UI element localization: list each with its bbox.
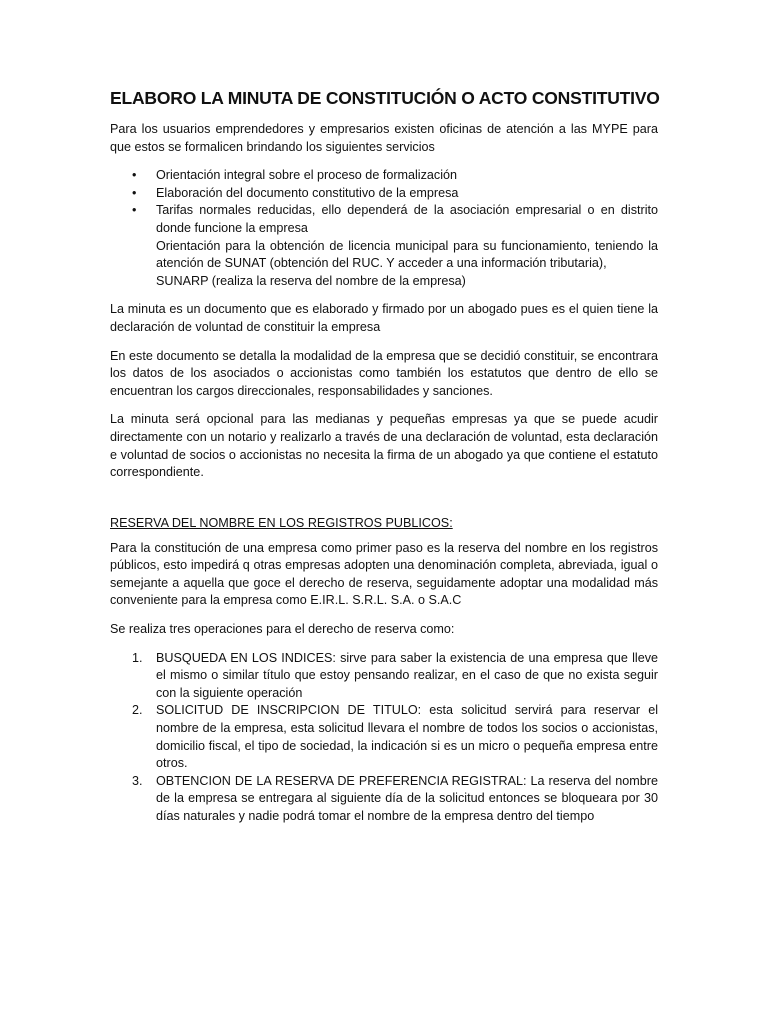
list-item-text: BUSQUEDA EN LOS INDICES: sirve para saber la existencia de una empresa que lleve el mismo o similar título que estoy pensando realizar, en el caso de que no exista seguir con la siguiente operación <box>156 650 658 700</box>
body-paragraph: La minuta será opcional para las medianas y pequeñas empresas ya que se puede acudir directamente con un notario y realizarlo a través de una declaración de voluntad, esta declaración e voluntad de socios o accionistas no necesita la firma de un abogado ya que contiene el estatuto correspondiente. <box>110 412 658 480</box>
steps-list <box>110 650 658 826</box>
section-heading: RESERVA DEL NOMBRE EN LOS REGISTROS PUBLICOS: <box>110 515 453 530</box>
list-number: 3. <box>132 773 143 788</box>
list-item-text: Tarifas normales reducidas, ello dependerá de la asociación empresarial o en distrito donde funcione la empresa <box>156 203 658 235</box>
body-paragraph: La minuta es un documento que es elaborado y firmado por un abogado pues es el quien tiene la declaración de voluntad de constituir la empresa <box>110 302 658 334</box>
body-paragraph: Se realiza tres operaciones para el derecho de reserva como: <box>110 622 455 637</box>
intro-paragraph: Para los usuarios emprendedores y empresarios existen oficinas de atención a las MYPE para que estos se formalicen brindando los siguientes servicios <box>110 122 658 154</box>
bullet-icon: • <box>132 168 137 183</box>
bullet-icon: • <box>132 185 137 200</box>
list-item <box>132 702 658 772</box>
list-item-subtext: SUNARP (realiza la reserva del nombre de la empresa) <box>156 273 466 288</box>
list-number: 1. <box>132 650 143 665</box>
list-item-text: Orientación integral sobre el proceso de formalización <box>156 168 458 183</box>
list-item-subtext: Orientación para la obtención de licencia municipal para su funcionamiento, teniendo la atención de SUNAT (obtención del RUC. Y acceder a una información tributaria), <box>156 238 658 271</box>
list-number: 2. <box>132 703 143 718</box>
list-item-text: OBTENCION DE LA RESERVA DE PREFERENCIA REGISTRAL: La reserva del nombre de la empresa se entregara al siguiente día de la solicitud entonces se bloqueara por 30 días naturales y nadie podrá tomar el nombre de la empresa dentro del tiempo <box>156 773 658 823</box>
list-item <box>132 167 658 185</box>
body-paragraph: En este documento se detalla la modalidad de la empresa que se decidió constituir, se encontrara los datos de los asociados o accionistas como también los estatutos que dentro de ello se encuentran los cargos direccionales, responsabilidades y sanciones. <box>110 348 658 398</box>
services-list <box>110 167 658 290</box>
list-item <box>132 650 658 703</box>
bullet-icon: • <box>132 203 137 218</box>
list-item <box>132 202 658 290</box>
body-paragraph: Para la constitución de una empresa como primer paso es la reserva del nombre en los registros públicos, esto impedirá q otras empresas adopten una denominación completa, abreviada, igual o semejante a aquella que goce el derecho de reserva, seguidamente adoptar una modalidad más conveniente para la empresa como E.IR.L. S.R.L. S.A. o S.A.C <box>110 540 658 608</box>
list-item-text: SOLICITUD DE INSCRIPCION DE TITULO: esta solicitud servirá para reservar el nombre de la empresa, esta solicitud llevara el nombre de todos los socios o accionistas, domicilio fiscal, el tipo de sociedad, la indicación si es un micro o pequeña empresa entre otros. <box>156 703 658 771</box>
list-item <box>132 185 658 203</box>
page-title: ELABORO LA MINUTA DE CONSTITUCIÓN O ACTO CONSTITUTIVO <box>110 88 660 108</box>
list-item-text: Elaboración del documento constitutivo de la empresa <box>156 185 459 200</box>
list-item <box>132 773 658 826</box>
